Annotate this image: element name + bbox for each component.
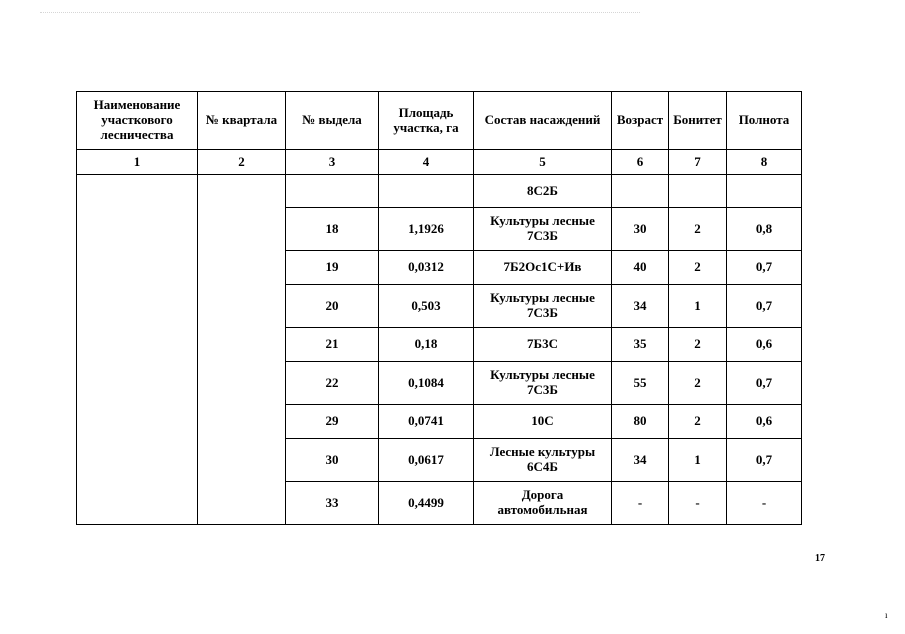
- quarter-number-cell: [198, 175, 286, 525]
- bonitet-cell: 1: [669, 285, 727, 328]
- column-number: 2: [198, 150, 286, 175]
- area-cell: 0,503: [379, 285, 474, 328]
- area-cell: 0,0312: [379, 251, 474, 285]
- bonitet-cell: 2: [669, 328, 727, 362]
- forestry-name-cell: [77, 175, 198, 525]
- age-cell: 34: [612, 285, 669, 328]
- bonitet-cell: 2: [669, 405, 727, 439]
- composition-cell: 8С2Б: [474, 175, 612, 208]
- vydel-cell: 19: [286, 251, 379, 285]
- density-cell: 0,7: [727, 285, 802, 328]
- header-age: Возраст: [612, 92, 669, 150]
- composition-cell: Культуры лесные 7С3Б: [474, 285, 612, 328]
- header-area: Площадь участка, га: [379, 92, 474, 150]
- composition-cell: Лесные культуры 6С4Б: [474, 439, 612, 482]
- scan-edge-mark: ı: [885, 610, 888, 620]
- bonitet-cell: 1: [669, 439, 727, 482]
- age-cell: 55: [612, 362, 669, 405]
- vydel-cell: [286, 175, 379, 208]
- age-cell: [612, 175, 669, 208]
- density-cell: 0,6: [727, 328, 802, 362]
- column-number: 3: [286, 150, 379, 175]
- table-row: [77, 175, 802, 208]
- header-vydel-number: № выдела: [286, 92, 379, 150]
- composition-cell: 7Б3С: [474, 328, 612, 362]
- density-cell: 0,6: [727, 405, 802, 439]
- column-number: 5: [474, 150, 612, 175]
- age-cell: 35: [612, 328, 669, 362]
- vydel-cell: 18: [286, 208, 379, 251]
- composition-cell: Дорога автомобильная: [474, 482, 612, 525]
- vydel-cell: 22: [286, 362, 379, 405]
- bonitet-cell: 2: [669, 208, 727, 251]
- density-cell: 0,7: [727, 439, 802, 482]
- age-cell: 40: [612, 251, 669, 285]
- header-density: Полнота: [727, 92, 802, 150]
- density-cell: 0,7: [727, 362, 802, 405]
- density-cell: 0,7: [727, 251, 802, 285]
- density-cell: -: [727, 482, 802, 525]
- page-number: 17: [815, 553, 825, 564]
- density-cell: [727, 175, 802, 208]
- area-cell: 0,0617: [379, 439, 474, 482]
- column-number: 4: [379, 150, 474, 175]
- column-number: 1: [77, 150, 198, 175]
- area-cell: [379, 175, 474, 208]
- header-composition: Состав насаждений: [474, 92, 612, 150]
- forest-inventory-table: [76, 91, 802, 525]
- column-number: 6: [612, 150, 669, 175]
- column-number: 7: [669, 150, 727, 175]
- composition-cell: Культуры лесные 7С3Б: [474, 362, 612, 405]
- header-quarter-number: № квартала: [198, 92, 286, 150]
- area-cell: 0,0741: [379, 405, 474, 439]
- area-cell: 0,1084: [379, 362, 474, 405]
- header-bonitet: Бонитет: [669, 92, 727, 150]
- vydel-cell: 21: [286, 328, 379, 362]
- age-cell: 30: [612, 208, 669, 251]
- area-cell: 0,18: [379, 328, 474, 362]
- area-cell: 0,4499: [379, 482, 474, 525]
- age-cell: 80: [612, 405, 669, 439]
- age-cell: 34: [612, 439, 669, 482]
- density-cell: 0,8: [727, 208, 802, 251]
- header-row: [77, 92, 802, 150]
- bonitet-cell: 2: [669, 362, 727, 405]
- area-cell: 1,1926: [379, 208, 474, 251]
- scan-artifact-line: [40, 12, 640, 14]
- composition-cell: 7Б2Ос1С+Ив: [474, 251, 612, 285]
- bonitet-cell: 2: [669, 251, 727, 285]
- vydel-cell: 33: [286, 482, 379, 525]
- column-number: 8: [727, 150, 802, 175]
- composition-cell: 10С: [474, 405, 612, 439]
- header-forestry-name: Наименование участкового лесничества: [77, 92, 198, 150]
- composition-cell: Культуры лесные 7С3Б: [474, 208, 612, 251]
- vydel-cell: 30: [286, 439, 379, 482]
- column-number-row: [77, 150, 802, 175]
- vydel-cell: 29: [286, 405, 379, 439]
- age-cell: -: [612, 482, 669, 525]
- bonitet-cell: -: [669, 482, 727, 525]
- vydel-cell: 20: [286, 285, 379, 328]
- bonitet-cell: [669, 175, 727, 208]
